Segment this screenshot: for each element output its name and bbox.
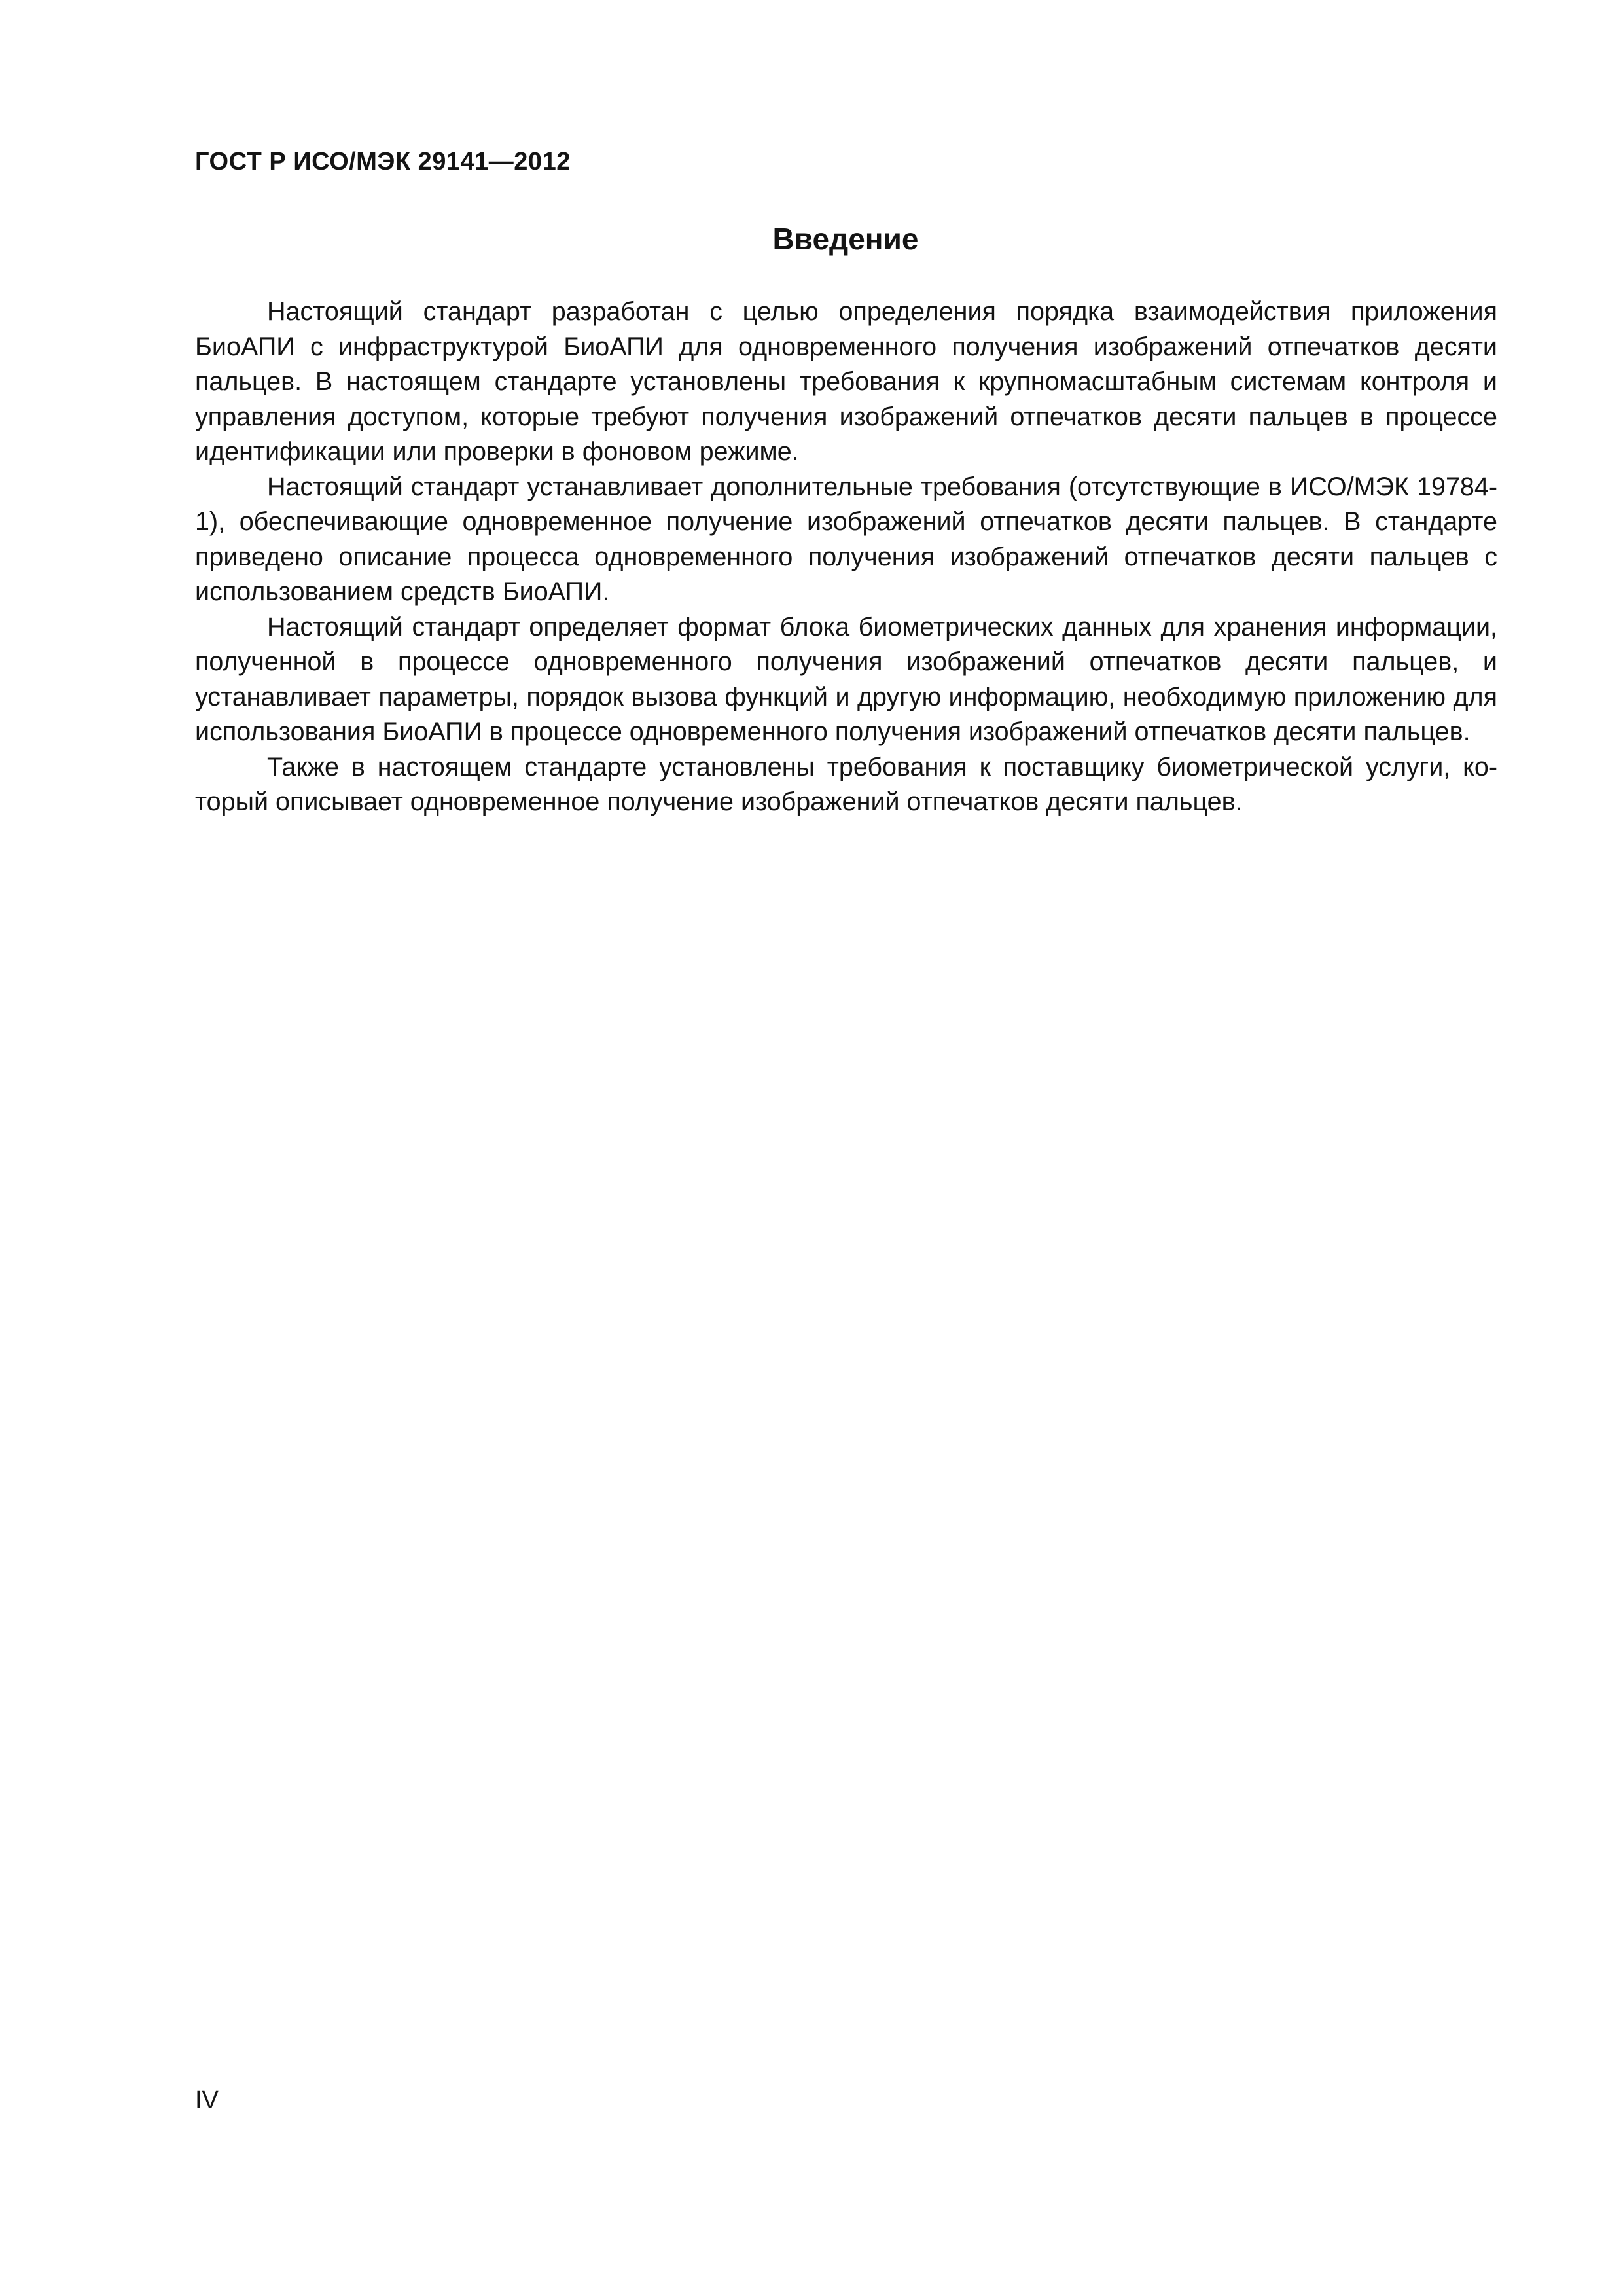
paragraph: Также в настоящем стандарте установлены требования к поставщику биометрической услуги, который описывает одновременное получение изображений отпечатков десяти пальцев. xyxy=(195,752,1497,816)
page-number: IV xyxy=(195,2087,219,2114)
document-designation: ГОСТ Р ИСО/МЭК 29141—2012 xyxy=(195,148,571,175)
introduction-body xyxy=(195,295,1497,820)
section-title: Введение xyxy=(772,222,919,256)
paragraph: Настоящий стандарт разработан с целью определения порядка взаимодействия приложения БиоАПИ с инфраструктурой БиоАПИ для одновременного получения изображений отпечатков десяти пальцев. В настоящем стандарте установлены требования к крупномасштабным системам контроля и управления доступом, которые требуют получения изображений отпечатков десяти пальцев в процессе идентификации или проверки в фоновом режиме. xyxy=(195,297,1497,466)
paragraph: Настоящий стандарт устанавливает дополнительные требования (отсутствующие в ИСО/МЭК 19784-1), обеспечивающие одновременное получение изображений отпечатков десяти пальцев. В стандарте приведено описание процесса одновременного получения изображений отпечатков десяти пальцев с использованием средств БиоАПИ. xyxy=(195,472,1497,606)
paragraph: Настоящий стандарт определяет формат блока биометрических данных для хранения информации, полученной в процессе одновременного получения изображений отпечатков десяти пальцев, и устанавливает параметры, порядок вызова функций и другую информацию, необходимую приложению для использования БиоАПИ в процессе одновременного получения изображений отпечатков десяти пальцев. xyxy=(195,612,1497,746)
